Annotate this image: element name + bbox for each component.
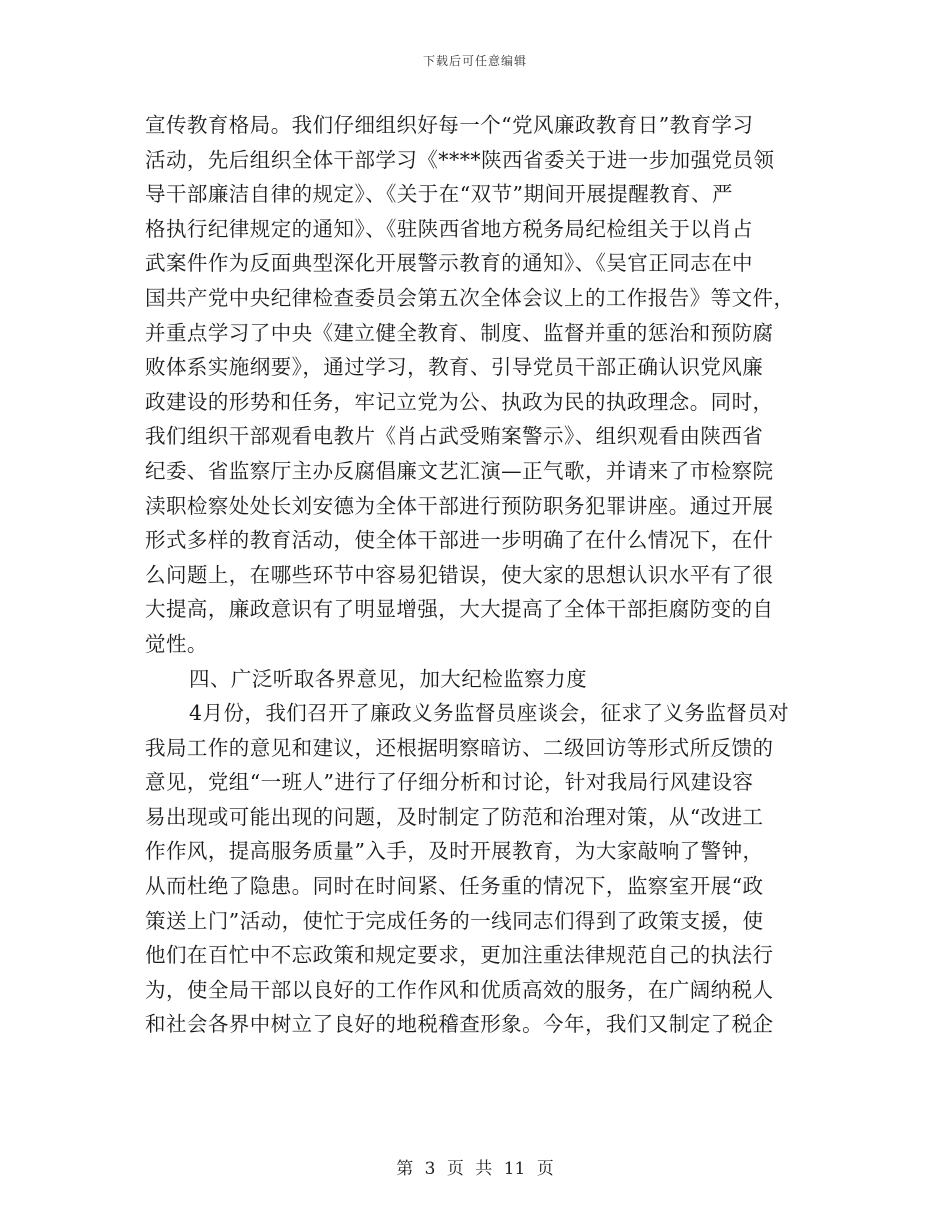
text-line: 武案件作为反面典型深化开展警示教育的通知》、《吴官正同志在中 bbox=[145, 251, 753, 276]
text-line: 他们在百忙中不忘政策和规定要求，更加注重法律规范自己的执法行 bbox=[145, 943, 774, 968]
body-text bbox=[145, 108, 825, 1042]
text-line: 并重点学习了中央《建立健全教育、制度、监督并重的惩治和预防腐 bbox=[145, 320, 774, 345]
text-line: 和社会各界中树立了良好的地税稽查形象。今年，我们又制定了税企 bbox=[145, 1012, 774, 1037]
text-line: 败体系实施纲要》，通过学习，教育、引导党员干部正确认识党风廉 bbox=[145, 355, 764, 380]
text-line: 4月份，我们召开了廉政义务监督员座谈会，征求了义务监督员对 bbox=[189, 701, 790, 726]
text-line: 国共产党中央纪律检查委员会第五次全体会议上的工作报告》等文件， bbox=[145, 285, 795, 310]
text-line: 意见，党组“一班人”进行了仔细分析和讨论，针对我局行风建设容 bbox=[145, 770, 754, 795]
text-line: 我们组织干部观看电教片《肖占武受贿案警示》、组织观看由陕西省 bbox=[145, 424, 764, 449]
text-line: 么问题上，在哪些环节中容易犯错误，使大家的思想认识水平有了很 bbox=[145, 562, 774, 587]
text-line: 大提高，廉政意识有了明显增强，大大提高了全体干部拒腐防变的自 bbox=[145, 597, 774, 622]
text-line: 格执行纪律规定的通知》、《驻陕西省地方税务局纪检组关于以肖占 bbox=[145, 216, 753, 241]
text-line: 从而杜绝了隐患。同时在时间紧、任务重的情况下，监察室开展“政 bbox=[145, 874, 764, 899]
text-line: 作作风，提高服务质量”入手，及时开展教育，为大家敲响了警钟， bbox=[145, 839, 764, 864]
text-line: 我局工作的意见和建议，还根据明察暗访、二级回访等形式所反馈的 bbox=[145, 735, 774, 760]
text-line: 形式多样的教育活动，使全体干部进一步明确了在什么情况下，在什 bbox=[145, 528, 774, 553]
text-line: 活动，先后组织全体干部学习《****陕西省委关于进一步加强党员领 bbox=[145, 147, 775, 172]
text-line: 渎职检察处处长刘安德为全体干部进行预防职务犯罪讲座。通过开展 bbox=[145, 493, 774, 518]
page-header: 下载后可任意编辑 bbox=[422, 54, 527, 68]
page-footer: 第 3 页 共 11 页 bbox=[396, 1159, 554, 1179]
text-line: 导干部廉洁自律的规定》、《关于在“双节”期间开展提醒教育、严 bbox=[145, 182, 733, 207]
text-line: 觉性。 bbox=[145, 631, 208, 656]
text-line: 四、广泛听取各界意见，加大纪检监察力度 bbox=[189, 666, 588, 691]
text-line: 策送上门”活动，使忙于完成任务的一线同志们得到了政策支援，使 bbox=[145, 908, 764, 933]
text-line: 为，使全局干部以良好的工作作风和优质高效的服务，在广阔纳税人 bbox=[145, 977, 774, 1002]
text-line: 政建设的形势和任务，牢记立党为公、执政为民的执政理念。同时， bbox=[145, 389, 774, 414]
text-line: 宣传教育格局。我们仔细组织好每一个“党风廉政教育日”教育学习 bbox=[145, 113, 754, 137]
text-line: 易出现或可能出现的问题，及时制定了防范和治理对策，从“改进工 bbox=[145, 804, 764, 829]
text-line: 纪委、省监察厅主办反腐倡廉文艺汇演—正气歌，并请来了市检察院 bbox=[145, 458, 774, 483]
